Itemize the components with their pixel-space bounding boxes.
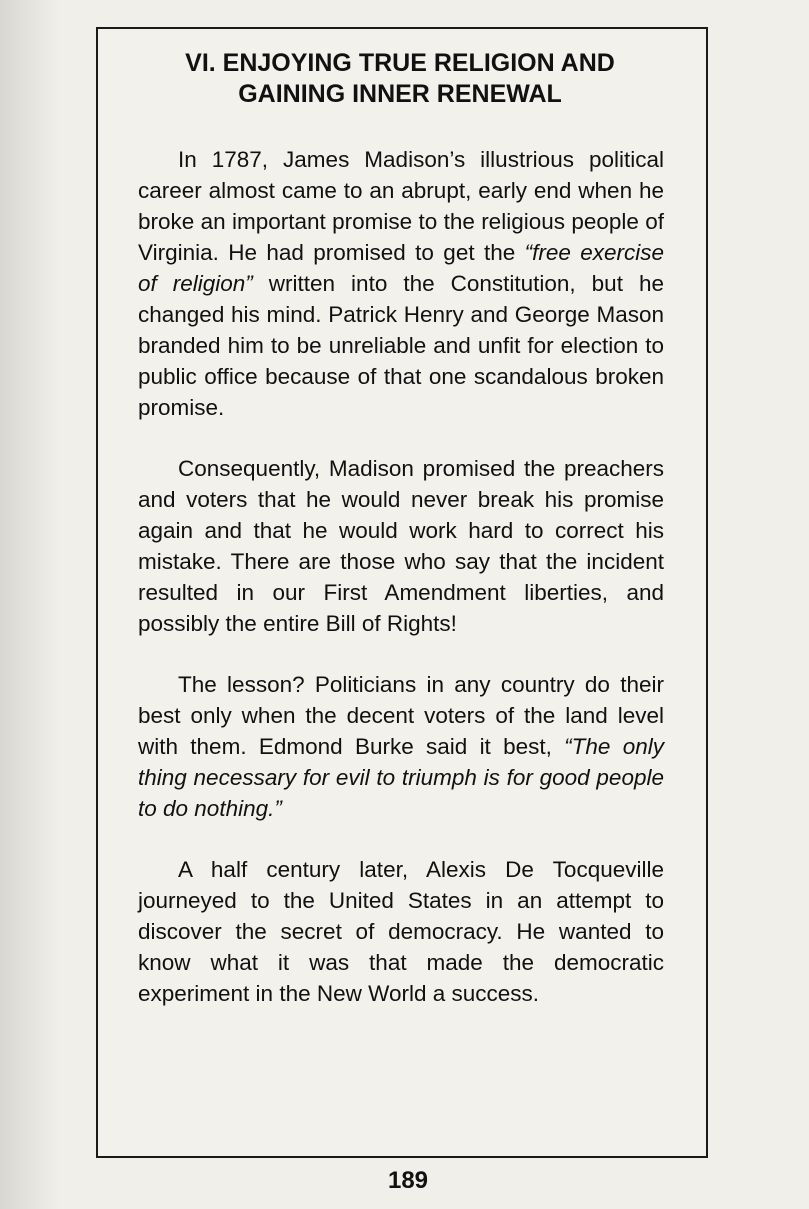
paragraph-1 xyxy=(138,144,664,423)
paragraph-3 xyxy=(138,669,664,824)
page-number: 189 xyxy=(387,1167,429,1194)
paragraph-1-after: written into the Constitution, but he changed his mind. Patrick Henry and George Mason branded him to be unreliable and unfit for election to public office because of that one scandalous broken promise. xyxy=(138,271,664,420)
paragraph-2: Consequently, Madison promised the preachers and voters that he would never break his promise again and that he would work hard to correct his mistake. There are those who say that the incident resulted in our First Amendment liberties, and possibly the entire Bill of Rights! xyxy=(138,456,664,636)
paragraph-1-before: In 1787, James Madison’s illustrious political career almost came to an abrupt, early end when he broke an important promise to the religious people of Virginia. He had promised to get the xyxy=(138,147,664,265)
page-gutter-shadow xyxy=(0,0,60,1209)
paragraph-4: A half century later, Alexis De Tocqueville journeyed to the United States in an attempt to discover the secret of democracy. He wanted to know what it was that made the democratic experiment in the New World a success. xyxy=(138,857,664,1006)
section-heading-line-2: GAINING INNER RENEWAL xyxy=(238,80,562,108)
body-text xyxy=(138,144,664,1009)
paragraph-3-quote: “The only thing necessary for evil to triumph is for good people to do nothing.” xyxy=(138,734,664,821)
section-heading-line-1: VI. ENJOYING TRUE RELIGION AND xyxy=(185,49,615,77)
section-heading xyxy=(0,48,800,110)
paragraph-3-before: The lesson? Politicians in any country do their best only when the decent voters of the land level with them. Edmond Burke said it best, xyxy=(138,672,664,759)
paragraph-1-quote: “free exercise of religion” xyxy=(138,240,665,296)
